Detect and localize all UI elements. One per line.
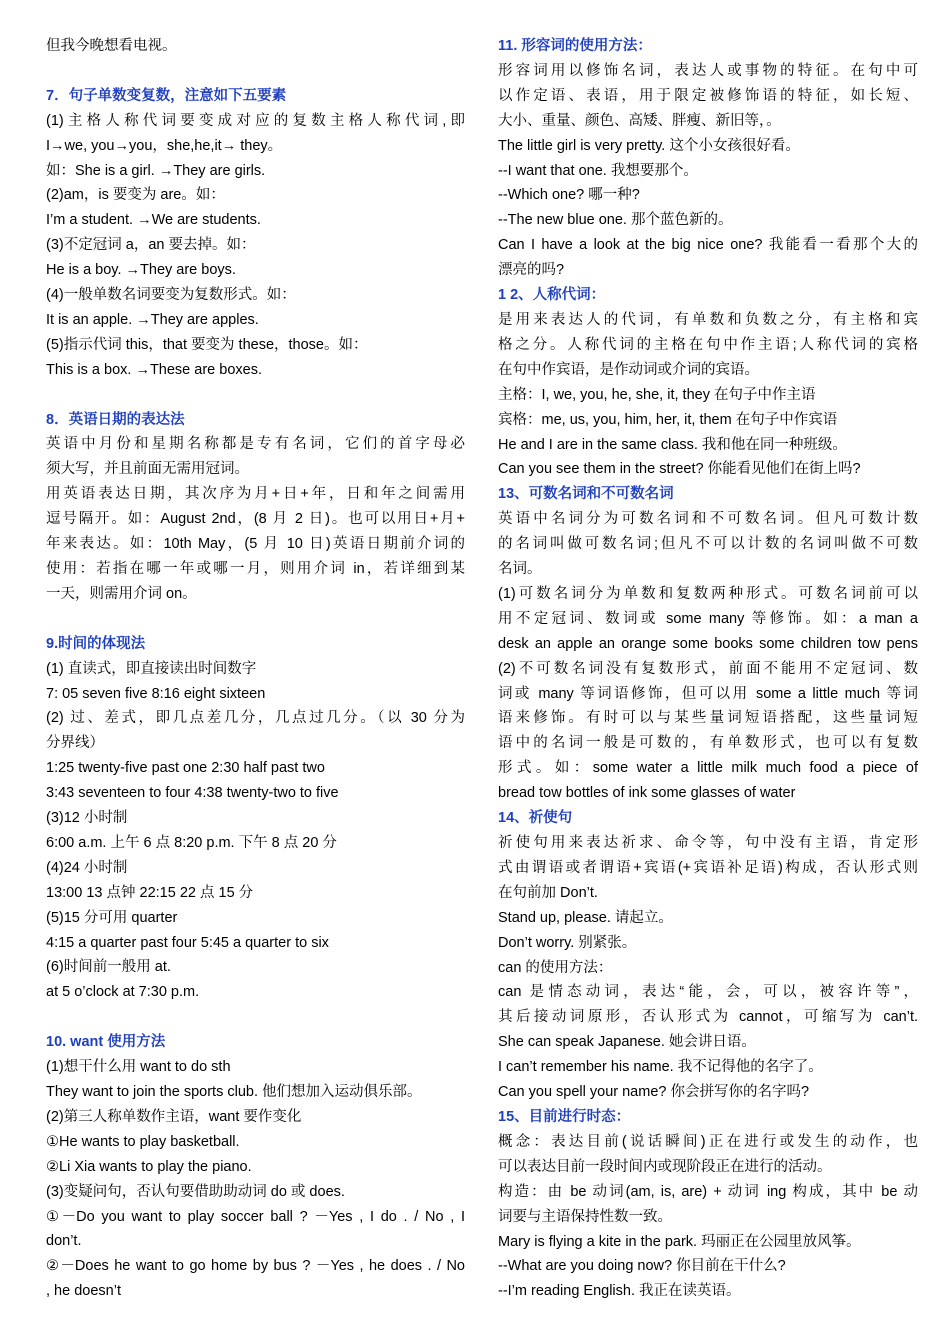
text-line: (1)主格人称代词要变成对应的复数主格人称代词,即 <box>46 112 465 129</box>
text-line: She can speak Japanese. 她会讲日语。 <box>498 1034 756 1051</box>
text-line: I can’t remember his name. 我不记得他的名字了。 <box>498 1059 823 1076</box>
text-line: 宾格：me, us, you, him, her, it, them 在句子中作宾语 <box>498 411 838 428</box>
text-line: 在句前加 Don’t. <box>498 884 598 901</box>
section-heading: 15、目前进行时态： <box>498 1108 631 1125</box>
text-line: ①He wants to play basketball. <box>46 1133 240 1150</box>
right-column <box>498 34 918 1304</box>
text-line: 3:43 seventeen to four 4:38 twenty-two to five <box>46 785 339 802</box>
text-line: ②Li Xia wants to play the piano. <box>46 1158 252 1175</box>
text-line: ②－Does he want to go home by bus ? －Yes , he does . / No <box>46 1258 465 1275</box>
section-heading: 7．句子单数变复数，注意如下五要素 <box>46 87 287 104</box>
text-line: 其后接动词原形，否认形式为 cannot，可缩写为 can’t. <box>498 1009 918 1026</box>
text-line: --The new blue one. 那个蓝色新的。 <box>498 212 733 229</box>
text-line: desk an apple an orange some books some children tow pens <box>498 635 918 652</box>
spacer <box>46 607 465 632</box>
text-line: 名词。 <box>498 561 542 578</box>
text-line: 主格：I, we, you, he, she, it, they 在句子中作主语 <box>498 386 816 403</box>
text-line: 英语中名词分为可数名词和不可数名词。但凡可数计数 <box>498 511 918 528</box>
text-line: 13:00 13 点钟 22:15 22 点 15 分 <box>46 884 254 901</box>
text-line: 语来修饰。有时可以与某些量词短语搭配，这些量词短 <box>498 710 918 727</box>
text-line: This is a box. →These are boxes. <box>46 361 262 378</box>
text-line: 可以表达目前一段时间内或现阶段正在进行的活动。 <box>498 1158 832 1175</box>
text-line: (2) 过、差式，即几点差几分，几点过几分。（以 30 分为 <box>46 710 465 727</box>
spacer <box>46 1005 465 1030</box>
text-line: 格之分。人称代词的主格在句中作主语;人称代词的宾格 <box>498 336 918 353</box>
section-heading: 11. 形容词的使用方法： <box>498 38 652 54</box>
text-line: I→we, you→you，she,he,it→ they。 <box>46 137 283 154</box>
text-line: at 5 o’clock at 7:30 p.m. <box>46 984 200 1001</box>
text-line: ①－Do you want to play soccer ball ? －Yes , I do . / No , I <box>46 1208 465 1225</box>
text-line: 式由谓语或者谓语+宾语(+宾语补足语)构成，否认形式则 <box>498 859 918 876</box>
text-line: 6:00 a.m. 上午 6 点 8:20 p.m. 下午 8 点 20 分 <box>46 834 337 851</box>
text-line: 词或 many 等词语修饰，但可以用 some a little much 等词 <box>498 685 918 702</box>
text-line: --Which one? 哪一种? <box>498 187 640 204</box>
text-line: (3)不定冠词 a，an 要去掉。如： <box>46 237 256 254</box>
text-line: He is a boy. →They are boys. <box>46 262 236 279</box>
text-line: 英语中月份和星期名称都是专有名词，它们的首字母必 <box>46 436 465 453</box>
text-line: Can I have a look at the big nice one? 我能看一看那个大的 <box>498 237 918 254</box>
text-line: (2)am，is 要变为 are。如： <box>46 187 225 204</box>
text-line: 分界线） <box>46 735 104 752</box>
text-line: (4)24 小时制 <box>46 859 128 876</box>
text-line: 1:25 twenty-five past one 2:30 half past two <box>46 760 325 777</box>
text-line: 形式。如：some water a little milk much food a piece of <box>498 760 918 777</box>
text-line: (6)时间前一般用 at. <box>46 959 171 976</box>
text-line: --I’m reading English. 我正在读英语。 <box>498 1283 741 1300</box>
section-heading: 1 2、人称代词： <box>498 287 606 304</box>
text-line: Can you see them in the street? 你能看见他们在街上吗? <box>498 461 861 478</box>
text-line: 以作定语、表语，用于限定被修饰语的特征，如长短、 <box>498 87 918 104</box>
text-line: Stand up, please. 请起立。 <box>498 909 673 926</box>
spacer <box>46 383 465 408</box>
text-line: (3)12 小时制 <box>46 810 128 827</box>
text-line: can 的使用方法： <box>498 959 613 976</box>
spacer <box>46 59 465 84</box>
text-line: 但我今晚想看电视。 <box>46 38 177 54</box>
text-line: (1)想干什么用 want to do sth <box>46 1059 231 1076</box>
section-heading: 10. want 使用方法 <box>46 1034 166 1051</box>
text-line: 7: 05 seven five 8:16 eight sixteen <box>46 685 266 702</box>
text-line: 祈使句用来表达祈求、命令等，句中没有主语，肯定形 <box>498 835 918 851</box>
text-line: I’m a student. →We are students. <box>46 212 261 229</box>
text-line: (2)第三人称单数作主语，want 要作变化 <box>46 1108 302 1125</box>
text-line: Don’t worry. 别紧张。 <box>498 934 637 951</box>
text-line: (5)15 分可用 quarter <box>46 909 178 926</box>
text-line: bread tow bottles of ink some glasses of water <box>498 785 796 802</box>
text-line: Mary is flying a kite in the park. 玛丽正在公园里放风筝。 <box>498 1233 861 1250</box>
text-line: 在句中作宾语，是作动词或介词的宾语。 <box>498 361 759 378</box>
text-line: 语中的名词一般是可数的，有单数形式，也可以有复数 <box>498 735 918 752</box>
text-line: 概念：表达目前(说话瞬间)正在进行或发生的动作，也 <box>498 1133 918 1150</box>
section-heading: 8．英语日期的表达法 <box>46 411 185 428</box>
text-line: --What are you doing now? 你目前在干什么? <box>498 1258 786 1275</box>
text-line: 用英语表达日期，其次序为月+日+年，日和年之间需用 <box>46 486 465 503</box>
text-line: (2)不可数名词没有复数形式，前面不能用不定冠词、数 <box>498 660 918 677</box>
section-heading: 14、祈使句 <box>498 810 573 827</box>
text-line: 构造：由 be 动词(am, is, are) + 动词 ing 构成，其中 be 动 <box>498 1183 918 1200</box>
text-line: 如：She is a girl. →They are girls. <box>46 162 266 179</box>
text-line: (3)变疑问句，否认句要借助助动词 do 或 does. <box>46 1183 345 1200</box>
text-line: (4)一般单数名词要变为复数形式。如： <box>46 287 296 304</box>
text-line: (5)指示代词 this，that 要变为 these，those。如： <box>46 336 368 353</box>
text-line: can 是情态动词，表达“能，会，可以，被容许等”， <box>498 984 918 1001</box>
text-line: (1)可数名词分为单数和复数两种形式。可数名词前可以 <box>498 585 918 602</box>
text-line: The little girl is very pretty. 这个小女孩很好看。 <box>498 137 800 154</box>
text-line: 一天，则需用介词 on。 <box>46 585 197 602</box>
text-line: 逗号隔开。如：August 2nd，(8 月 2 日)。也可以用日+月+ <box>46 511 465 528</box>
text-line: 漂亮的吗? <box>498 262 565 279</box>
text-line: 大小、重量、颜色、高矮、胖瘦、新旧等，。 <box>498 112 781 129</box>
section-heading: 13、可数名词和不可数名词 <box>498 486 674 503</box>
text-line: 4:15 a quarter past four 5:45 a quarter to six <box>46 934 329 951</box>
text-line: 年来表达。如：10th May，(5 月 10 日)英语日期前介词的 <box>46 536 465 553</box>
text-line: --I want that one. 我想要那个。 <box>498 162 698 179</box>
text-line: 须大写，并且前面无需用冠词。 <box>46 461 249 478</box>
text-line: 使用：若指在哪一年或哪一月，则用介词 in，若详细到某 <box>46 561 465 577</box>
text-line: They want to join the sports club. 他们想加入运动俱乐部。 <box>46 1084 422 1100</box>
section-heading: 9.时间的体现法 <box>46 635 146 652</box>
text-line: , he doesn’t <box>46 1283 121 1300</box>
text-line: (1) 直读式，即直接读出时间数字 <box>46 660 257 677</box>
text-line: Can you spell your name? 你会拼写你的名字吗? <box>498 1084 810 1101</box>
text-line: 的名词叫做可数名词;但凡不可以计数的名词叫做不可数 <box>498 536 918 553</box>
text-line: It is an apple. →They are apples. <box>46 311 259 328</box>
text-line: 词要与主语保持性数一致。 <box>498 1208 672 1225</box>
text-line: 形容词用以修饰名词，表达人或事物的特征。在句中可 <box>498 62 918 79</box>
left-column <box>46 34 465 1304</box>
text-line: don’t. <box>46 1233 82 1250</box>
text-line: 用不定冠词、数词或 some many 等修饰。如：a man a <box>498 610 918 627</box>
text-line: 是用来表达人的代词，有单数和负数之分，有主格和宾 <box>498 311 918 328</box>
text-line: He and I are in the same class. 我和他在同一种班级。 <box>498 436 847 453</box>
